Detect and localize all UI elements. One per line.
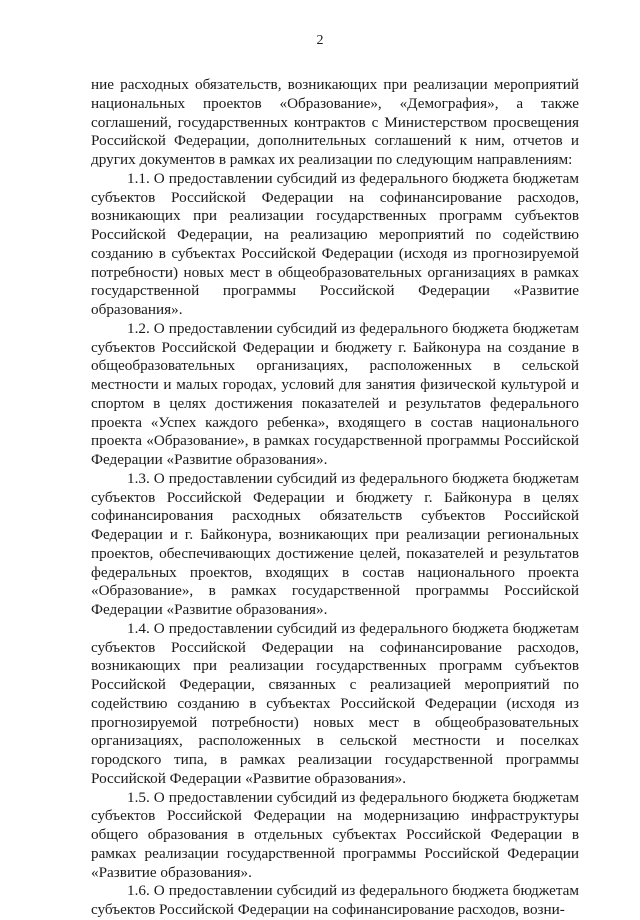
paragraph-item-1-3: 1.3. О предоставлении субсидий из федерального бюджета бюджетам субъектов Российской Федерации и бюджету г. Байконура в целях софинансирования расходных обязательств субъектов Российской Федерации и г. Байконура, возникающих при реализации региональных проектов, обеспечивающих достижение целей, показателей и результатов федеральных проектов, входящих в состав национального проекта «Образование», в рамках государственной программы Российской Федерации «Развитие образования». <box>91 469 579 618</box>
paragraph-item-1-6: 1.6. О предоставлении субсидий из федерального бюджета бюджетам субъектов Российской Федерации на софинансирование расходов, возни- <box>91 882 579 918</box>
paragraph-item-1-5: 1.5. О предоставлении субсидий из федерального бюджета бюджетам субъектов Российской Федерации на модернизацию инфраструктуры общего образования в отдельных субъектах Российской Федерации в рамках реализации государственной программы Российской Федерации «Развитие образования». <box>91 788 579 881</box>
paragraph-item-1-4: 1.4. О предоставлении субсидий из федерального бюджета бюджетам субъектов Российской Федерации на софинансирование расходов, возникающих при реализации государственных программ субъектов Российской Федерации, связанных с реализацией мероприятий по содействию созданию в субъектах Российской Федерации (исходя из прогнозируемой потребности) новых мест в общеобразовательных организациях, расположенных в сельской местности и поселках городского типа, в рамках реализации государственной программы Российской Федерации «Развитие образования». <box>91 619 579 787</box>
page-number: 2 <box>316 33 324 48</box>
paragraph-item-1-2: 1.2. О предоставлении субсидий из федерального бюджета бюджетам субъектов Российской Федерации и бюджету г. Байконура на создание в общеобразовательных организациях, расположенных в сельской местности и малых городах, условий для занятия физической культурой и спортом в целях достижения показателей и результатов федерального проекта «Успех каждого ребенка», входящего в состав национального проекта «Образование», в рамках государственной программы Российской Федерации «Развитие образования». <box>91 319 579 468</box>
paragraph-continuation: ние расходных обязательств, возникающих при реализации мероприятий национальных проектов «Образование», «Демография», а также соглашений, государственных контрактов с Министерством просвещения Российской Федерации, дополнительных соглашений к ним, отчетов и других документов в рамках их реализации по следующим направлениям: <box>91 76 579 168</box>
document-body <box>91 76 579 920</box>
paragraph-item-1-1: 1.1. О предоставлении субсидий из федерального бюджета бюджетам субъектов Российской Федерации на софинансирование расходов, возникающих при реализации государственных программ субъектов Российской Федерации, на реализацию мероприятий по содействию созданию в субъектах Российской Федерации (исходя из прогнозируемой потребности) новых мест в общеобразовательных организациях в рамках государственной программы Российской Федерации «Развитие образования». <box>91 169 579 318</box>
